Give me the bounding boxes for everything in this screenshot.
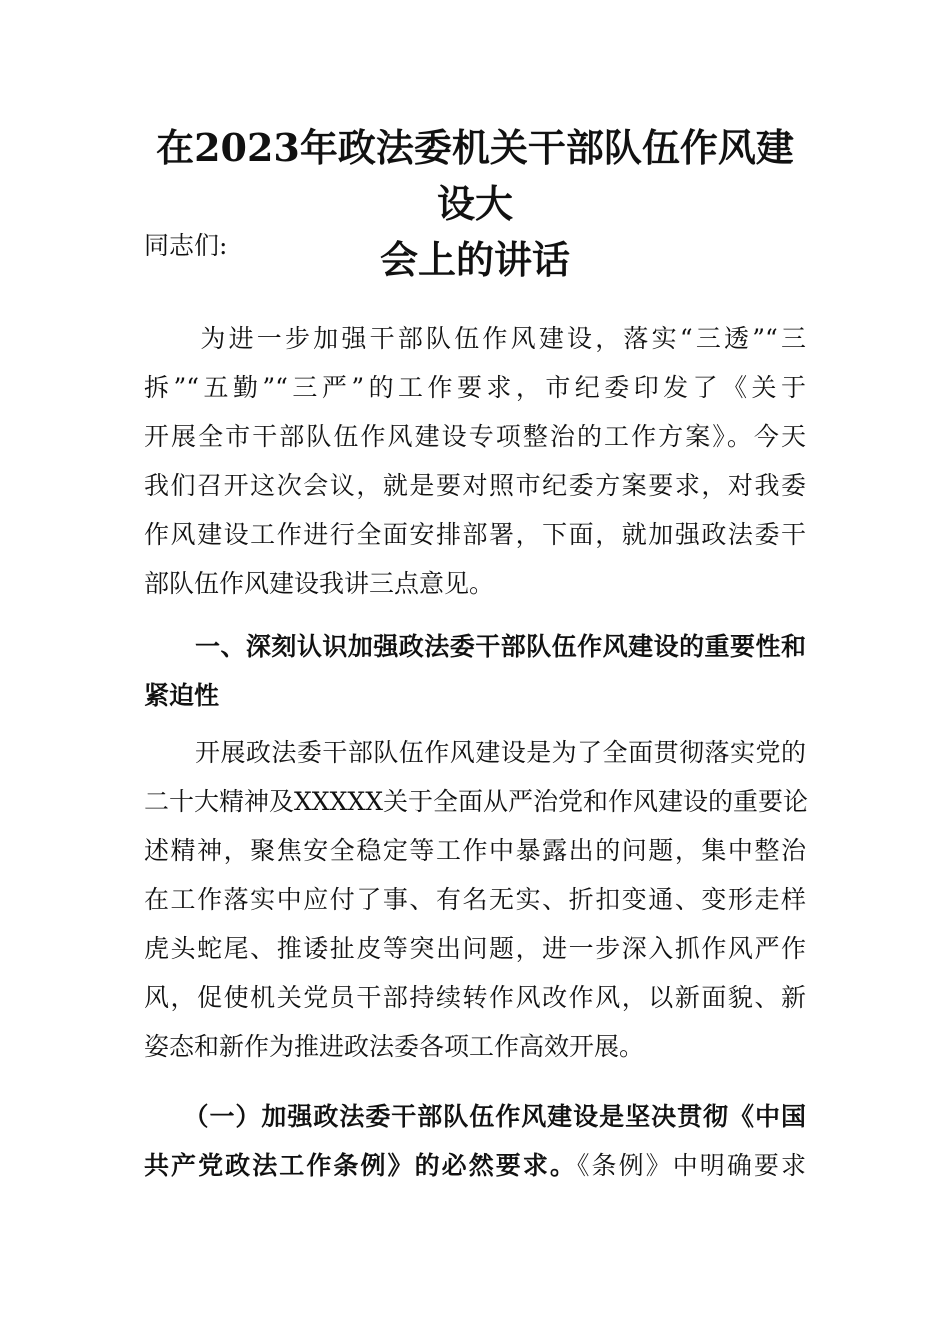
paragraph-line: 为进一步加强干部队伍作风建设，落实“三透”“三	[144, 324, 806, 353]
paragraph-line: 我们召开这次会议，就是要对照市纪委方案要求，对我委	[144, 471, 806, 500]
heading-line: 紧迫性	[144, 681, 220, 710]
salutation: 同志们:	[144, 231, 228, 260]
section-heading-1	[144, 622, 806, 720]
title-line: 在2023年政法委机关干部队伍作风建设大	[156, 125, 794, 226]
subheading-text: 共产党政法工作条例》的必然要求。	[144, 1151, 577, 1180]
paragraph-line: 在工作落实中应付了事、有名无实、折扣变通、变形走样	[144, 885, 806, 914]
title-line: 会上的讲话	[379, 237, 570, 282]
paragraph-line: 虎头蛇尾、推诿扯皮等突出问题，进一步深入抓作风严作	[144, 934, 806, 963]
paragraph-section-1	[144, 728, 806, 1071]
body-text: 《条例》中明确要求	[576, 1151, 806, 1180]
paragraph-line: 二十大精神及XXXXX关于全面从严治党和作风建设的重要论	[144, 787, 808, 816]
document-title	[140, 120, 810, 288]
paragraph-line: 部队伍作风建设我讲三点意见。	[144, 569, 495, 598]
paragraph-line: 风，促使机关党员干部持续转作风改作风，以新面貌、新	[144, 983, 806, 1012]
paragraph-line: 开展政法委干部队伍作风建设是为了全面贯彻落实党的	[144, 738, 806, 767]
paragraph-line: 作风建设工作进行全面安排部署，下面，就加强政法委干	[144, 520, 806, 549]
paragraph-line: 拆”“五勤”“三严”的工作要求，市纪委印发了《关于	[144, 373, 806, 402]
paragraph-line: 述精神，聚焦安全稳定等工作中暴露出的问题，集中整治	[144, 836, 806, 865]
paragraph-subsection-1	[144, 1092, 806, 1190]
paragraph-line: 开展全市干部队伍作风建设专项整治的工作方案》。今天	[144, 422, 806, 451]
paragraph-line: 姿态和新作为推进政法委各项工作高效开展。	[144, 1032, 645, 1061]
paragraph-intro	[144, 314, 806, 608]
subheading-line: （一）加强政法委干部队伍作风建设是坚决贯彻《中国	[144, 1102, 806, 1131]
paragraph-line	[144, 1141, 806, 1190]
heading-line: 一、深刻认识加强政法委干部队伍作风建设的重要性和	[144, 632, 806, 661]
